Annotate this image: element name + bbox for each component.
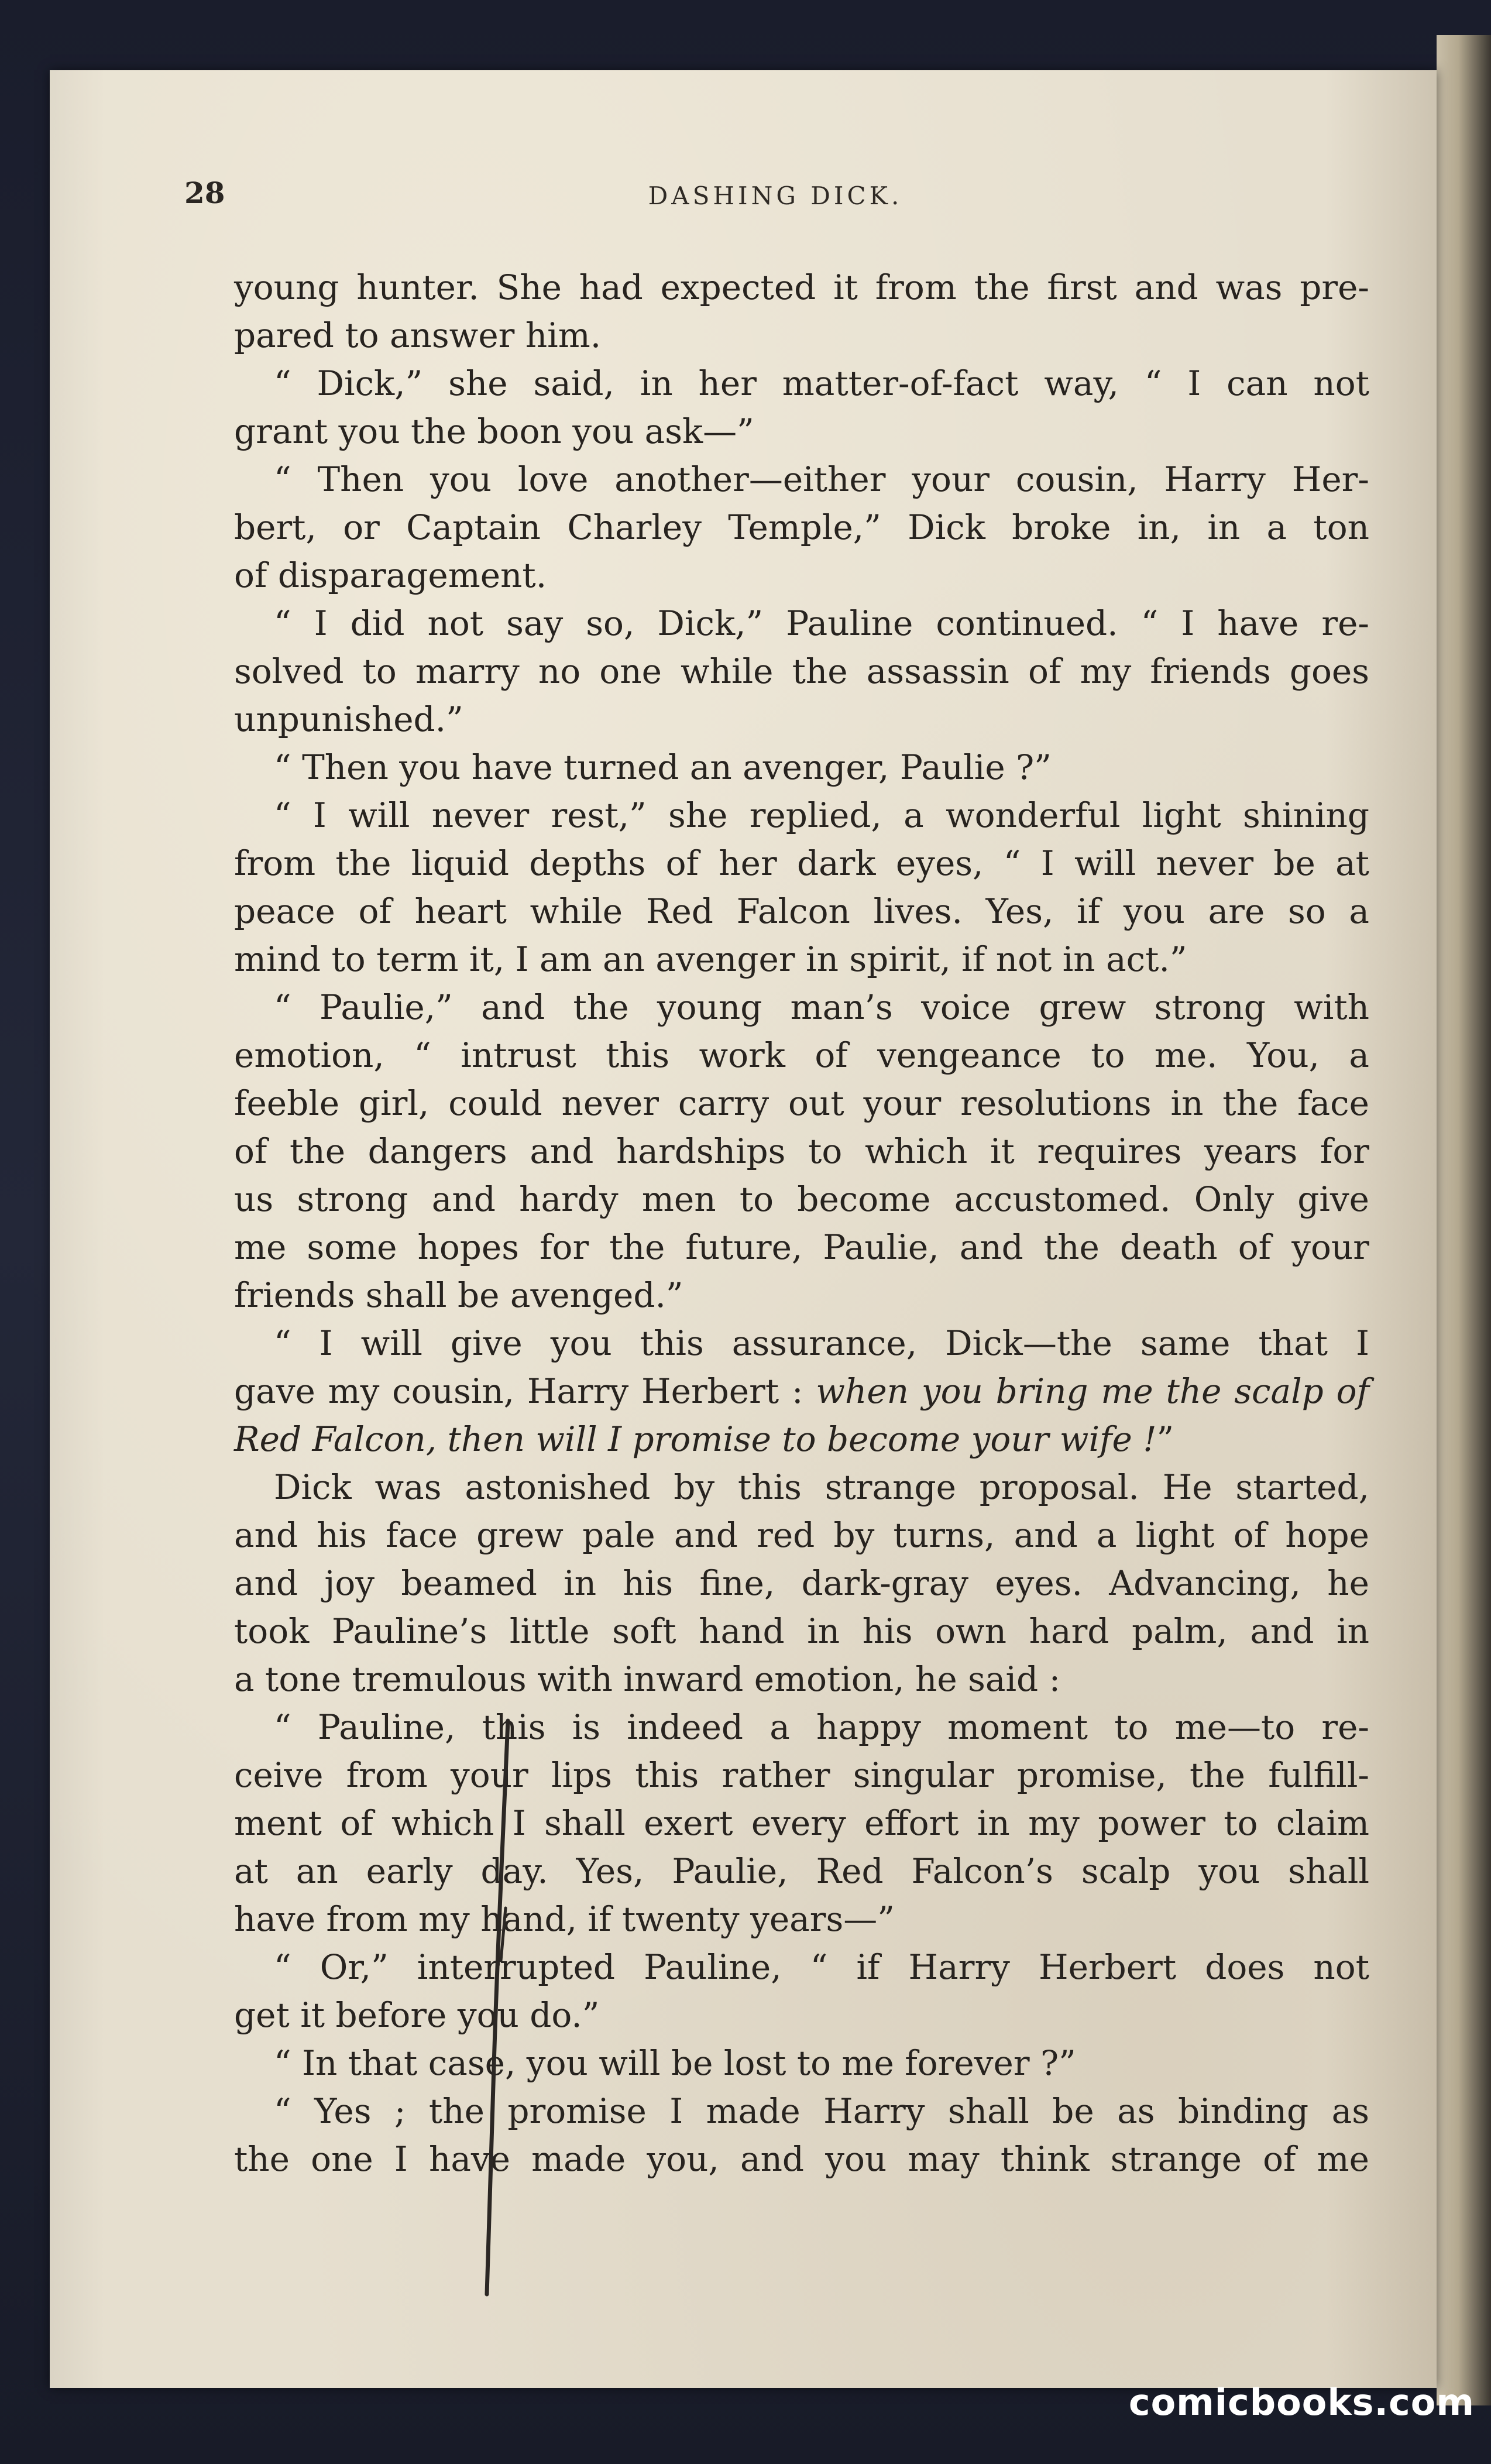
text-line: “ Pauline, this is indeed a happy moment to me—to re- bbox=[274, 1707, 1369, 1747]
text-line: young hunter. She had expected it from the first and was pre- bbox=[234, 267, 1369, 307]
text-line: “ I will give you this assurance, Dick—the same that I bbox=[274, 1323, 1369, 1363]
text-line: of the dangers and hardships to which it requires years for bbox=[234, 1131, 1369, 1171]
text-line: a tone tremulous with inward emotion, he said : bbox=[234, 1659, 1061, 1699]
running-head bbox=[184, 176, 1366, 222]
text-line: me some hopes for the future, Paulie, and the death of your bbox=[234, 1227, 1369, 1267]
text-line: solved to marry no one while the assassin of my friends goes bbox=[234, 651, 1369, 691]
text-line: “ Yes ; the promise I made Harry shall be as binding as bbox=[274, 2091, 1369, 2131]
text-line: “ I did not say so, Dick,” Pauline continued. “ I have re- bbox=[274, 603, 1369, 643]
running-title: DASHING DICK. bbox=[648, 181, 903, 210]
text-line: feeble girl, could never carry out your resolutions in the face bbox=[234, 1083, 1369, 1123]
text-line: pared to answer him. bbox=[234, 315, 602, 355]
text-line: and joy beamed in his fine, dark-gray eyes. Advancing, he bbox=[234, 1563, 1369, 1603]
page-number: 28 bbox=[184, 176, 225, 210]
watermark: comicbooks.com bbox=[1128, 2381, 1475, 2424]
text-line: peace of heart while Red Falcon lives. Yes, if you are so a bbox=[234, 891, 1369, 931]
text-line: the one I have made you, and you may think strange of me bbox=[234, 2139, 1369, 2179]
text-line: took Pauline’s little soft hand in his own hard palm, and in bbox=[234, 1611, 1369, 1651]
text-line: of disparagement. bbox=[234, 555, 547, 595]
text-line: grant you the boon you ask—” bbox=[234, 411, 754, 451]
text-segment: gave my cousin, Harry Herbert : bbox=[234, 1371, 803, 1411]
text-line: from the liquid depths of her dark eyes, “ I will never be at bbox=[234, 843, 1369, 883]
text-line: emotion, “ intrust this work of vengeance to me. You, a bbox=[234, 1035, 1369, 1075]
text-line: at an early day. Yes, Paulie, Red Falcon’s scalp you shall bbox=[234, 1851, 1369, 1891]
closing-quote: ” bbox=[1156, 1419, 1174, 1459]
text-line: “ In that case, you will be lost to me forever ?” bbox=[274, 2043, 1076, 2083]
text-line: “ I will never rest,” she replied, a wonderful light shining bbox=[274, 795, 1369, 835]
text-line: ment of which I shall exert every effort in my power to claim bbox=[234, 1803, 1369, 1843]
stray-pencil-mark bbox=[480, 1715, 515, 2300]
text-line: “ Then you have turned an avenger, Paulie ?” bbox=[274, 747, 1052, 787]
text-line: unpunished.” bbox=[234, 699, 463, 739]
text-line: “ Or,” interrupted Pauline, “ if Harry Herbert does not bbox=[274, 1947, 1369, 1987]
text-line: bert, or Captain Charley Temple,” Dick broke in, in a ton bbox=[234, 507, 1369, 547]
next-page-edge bbox=[1437, 35, 1491, 2405]
text-line: us strong and hardy men to become accustomed. Only give bbox=[234, 1179, 1369, 1219]
text-line: “ Paulie,” and the young man’s voice grew strong with bbox=[274, 987, 1369, 1027]
text-line: Dick was astonished by this strange proposal. He started, bbox=[274, 1467, 1369, 1507]
text-line bbox=[234, 1415, 1369, 1463]
italic-text: Red Falcon, then will I promise to become your wife ! bbox=[234, 1419, 1157, 1459]
text-line: ceive from your lips this rather singular promise, the fulfill- bbox=[234, 1755, 1369, 1795]
text-line: friends shall be avenged.” bbox=[234, 1275, 683, 1315]
text-line: have from my hand, if twenty years—” bbox=[234, 1899, 895, 1939]
text-line: mind to term it, I am an avenger in spirit, if not in act.” bbox=[234, 939, 1187, 979]
text-line: and his face grew pale and red by turns, and a light of hope bbox=[234, 1515, 1369, 1555]
body-text bbox=[234, 263, 1369, 2183]
italic-text: when you bring me the scalp of bbox=[816, 1371, 1369, 1411]
text-line: “ Dick,” she said, in her matter-of-fact way, “ I can not bbox=[274, 363, 1369, 403]
text-line: get it before you do.” bbox=[234, 1995, 600, 2035]
text-line: “ Then you love another—either your cousin, Harry Her- bbox=[274, 459, 1369, 499]
text-line bbox=[234, 1367, 1369, 1415]
